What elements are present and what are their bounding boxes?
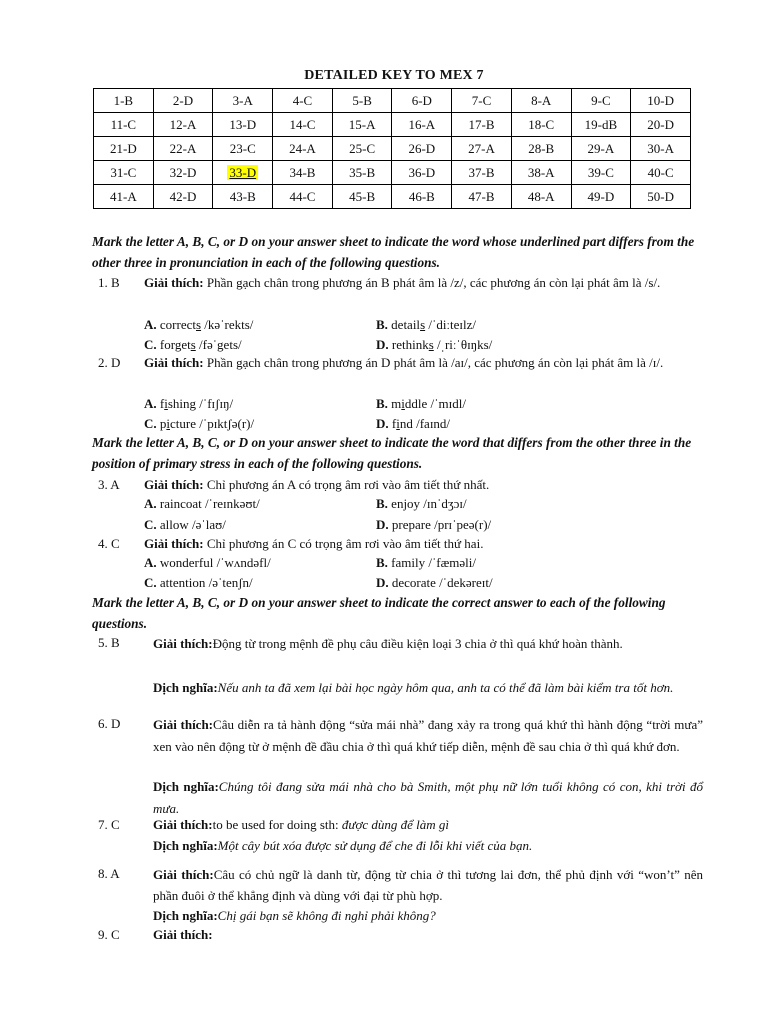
- answer-key-value: 44-C: [289, 188, 316, 204]
- q3-number: 3. A: [98, 477, 120, 492]
- q1-option-b: B. details /ˈdiːteɪlz/: [376, 317, 477, 332]
- q6-translate-text: Chúng tôi đang sửa mái nhà cho bà Smith, một phụ nữ lớn tuổi không có con, khi trời đổ mưa.: [153, 779, 703, 816]
- answer-key-table: [93, 88, 691, 209]
- q1-explain-text: Phần gạch chân trong phương án B phát âm là /z/, các phương án còn lại phát âm là /s/.: [206, 275, 661, 290]
- answer-key-cell: [571, 137, 631, 161]
- answer-key-cell: [332, 185, 392, 209]
- q8-explain-text: Câu có chủ ngữ là danh từ, động từ chia ở thì tương lai đơn, thể phủ định với “won’t” nên phần đuôi ở thể khẳng định và dùng với đại từ phù hợp.: [153, 867, 703, 903]
- q8-translate-text: Chị gái bạn sẽ không đi nghỉ phải không?: [217, 908, 436, 923]
- answer-key-cell: [511, 137, 571, 161]
- q5-explain-text: Động từ trong mệnh đề phụ câu điều kiện loại 3 chia ở thì quá khứ hoàn thành.: [212, 636, 623, 651]
- answer-key-value: 18-C: [528, 116, 555, 132]
- q1-option-a: A. corrects /kəˈrekts/: [144, 317, 254, 332]
- answer-key-value: 4-C: [292, 92, 313, 108]
- answer-key-value: 19-dB: [584, 116, 618, 132]
- q3-explain-text: Chỉ phương án A có trọng âm rơi vào âm tiết thứ nhất.: [206, 477, 490, 492]
- explain-label: Giải thích:: [144, 477, 204, 492]
- page-title: DETAILED KEY TO MEX 7: [304, 68, 484, 83]
- answer-key-value: 8-A: [531, 92, 552, 108]
- answer-key-cell: [153, 185, 213, 209]
- answer-key-cell: [153, 161, 213, 185]
- q6-explain-text: Câu diễn ra tả hành động “sửa mái nhà” đang xảy ra trong quá khứ thì hành động “trời mưa” xen vào nên động từ ở mệnh đề đầu chia ở thì quá khứ tiếp diễn, mệnh đề sau chia ở thì quá khứ đơn.: [153, 717, 703, 754]
- answer-key-value: 12-A: [169, 116, 197, 132]
- answer-key-value: 10-D: [647, 92, 674, 108]
- answer-key-value: 20-D: [647, 116, 674, 132]
- answer-key-value: 30-A: [647, 140, 674, 156]
- answer-key-cell: [392, 89, 452, 113]
- answer-key-cell: [452, 89, 512, 113]
- answer-key-cell: [631, 137, 691, 161]
- q7-translate-text: Một cây bút xóa được sử dụng để che đi lỗi khi viết của bạn.: [217, 838, 533, 853]
- answer-key-value: 15-A: [348, 116, 376, 132]
- answer-key-cell: [392, 185, 452, 209]
- q7-number: 7. C: [98, 817, 120, 832]
- answer-key-value: 24-A: [289, 140, 316, 156]
- answer-key-value: 35-B: [349, 164, 376, 180]
- answer-key-value: 47-B: [468, 188, 495, 204]
- answer-key-value: 21-D: [109, 140, 137, 156]
- q2-explanation: [144, 353, 702, 373]
- translate-label: Dịch nghĩa:: [153, 838, 218, 853]
- answer-key-cell: [332, 137, 392, 161]
- answer-key-cell: [631, 185, 691, 209]
- answer-key-value: 27-A: [468, 140, 495, 156]
- q4-option-d: D. decorate /ˈdekəreɪt/: [376, 575, 493, 590]
- q8-translation: [153, 906, 703, 926]
- answer-key-value: 28-B: [528, 140, 555, 156]
- answer-key-cell: [511, 185, 571, 209]
- answer-key-value: 22-A: [169, 140, 197, 156]
- instruction-correct-answer: Mark the letter A, B, C, or D on your answer sheet to indicate the correct answer to each of the following questions.: [92, 595, 666, 631]
- answer-key-value: 41-A: [109, 188, 137, 204]
- answer-key-row: [94, 137, 691, 161]
- q5-translation: [153, 677, 703, 699]
- answer-key-cell: [392, 161, 452, 185]
- q2-number: 2. D: [98, 355, 121, 370]
- answer-key-value: 42-D: [169, 188, 197, 204]
- answer-key-row: [94, 113, 691, 137]
- q5-number: 5. B: [98, 635, 120, 650]
- answer-key-value: 31-C: [110, 164, 137, 180]
- translate-label: Dịch nghĩa:: [153, 908, 218, 923]
- answer-key-cell: [511, 89, 571, 113]
- q3-option-d: D. prepare /prɪˈpeə(r)/: [376, 517, 492, 532]
- answer-key-value: 48-A: [527, 188, 555, 204]
- answer-key-value: 45-B: [349, 188, 376, 204]
- answer-key-value: 26-D: [408, 140, 436, 156]
- q9-explanation: [153, 925, 703, 945]
- answer-key-cell: [452, 161, 512, 185]
- q1-option-c: C. forgets /fəˈgets/: [144, 337, 242, 352]
- answer-key-value: 5-B: [352, 92, 372, 108]
- q6-explanation: [153, 714, 703, 758]
- explain-label: Giải thích:: [144, 355, 204, 370]
- q2-option-b: B. middle /ˈmɪdl/: [376, 396, 466, 411]
- q2-option-d: D. find /faɪnd/: [376, 416, 451, 431]
- answer-key-value: 32-D: [169, 164, 197, 180]
- answer-key-cell: [452, 137, 512, 161]
- explain-label: Giải thích:: [153, 867, 214, 882]
- q7-explain-italic: được dùng để làm gì: [341, 817, 450, 832]
- answer-key-cell: [392, 137, 452, 161]
- q5-translate-text: Nếu anh ta đã xem lại bài học ngày hôm qua, anh ta có thể đã làm bài kiểm tra tốt hơn.: [217, 680, 674, 695]
- q1-option-d: D. rethinks /ˌriːˈθɪŋks/: [376, 337, 493, 352]
- q2-option-a: A. fishing /ˈfɪʃɪŋ/: [144, 396, 234, 411]
- answer-key-value: 11-C: [110, 116, 137, 132]
- answer-key-cell: [153, 113, 213, 137]
- translate-label: Dịch nghĩa:: [153, 779, 219, 794]
- answer-key-cell: [571, 185, 631, 209]
- explain-label: Giải thích:: [153, 927, 213, 942]
- answer-key-cell: [273, 113, 333, 137]
- answer-key-value: 14-C: [289, 116, 316, 132]
- answer-key-cell: [452, 113, 512, 137]
- q1-number: 1. B: [98, 275, 120, 290]
- answer-key-value: 50-D: [647, 188, 674, 204]
- answer-key-cell: [94, 89, 154, 113]
- answer-key-value: 9-C: [591, 92, 611, 108]
- answer-key-cell: [273, 89, 333, 113]
- answer-key-cell: [392, 113, 452, 137]
- q4-number: 4. C: [98, 536, 120, 551]
- answer-key-value: 17-B: [468, 116, 495, 132]
- q9-number: 9. C: [98, 927, 120, 942]
- q6-number: 6. D: [98, 716, 121, 731]
- answer-key-row: [94, 185, 691, 209]
- answer-key-cell: [94, 113, 154, 137]
- answer-key-cell: [631, 161, 691, 185]
- answer-key-cell: [511, 113, 571, 137]
- answer-key-cell: [213, 113, 273, 137]
- q2-explain-text: Phần gạch chân trong phương án D phát âm là /aɪ/, các phương án còn lại phát âm là /ɪ/.: [206, 355, 664, 370]
- answer-key-cell: [571, 161, 631, 185]
- answer-key-value: 13-D: [229, 116, 257, 132]
- answer-key-value: 1-B: [113, 92, 134, 108]
- answer-key-cell: [94, 137, 154, 161]
- q6-translation: [153, 776, 703, 820]
- answer-key-value: 34-B: [289, 164, 316, 180]
- answer-key-cell: [213, 89, 273, 113]
- answer-key-value: 38-A: [527, 164, 555, 180]
- answer-key-cell: [273, 185, 333, 209]
- highlighted-answer: 33-D: [229, 164, 257, 180]
- q8-number: 8. A: [98, 866, 120, 881]
- answer-key-value: 7-C: [471, 92, 492, 108]
- answer-key-value: 40-C: [647, 164, 674, 180]
- answer-key-value: 23-C: [229, 140, 256, 156]
- answer-key-cell: [153, 137, 213, 161]
- explain-label: Giải thích:: [144, 275, 204, 290]
- q3-option-c: C. allow /əˈlaʊ/: [144, 517, 226, 532]
- answer-key-value: 36-D: [408, 164, 436, 180]
- answer-key-value: 49-D: [587, 188, 615, 204]
- q3-option-b: B. enjoy /ɪnˈdʒɔɪ/: [376, 496, 467, 511]
- answer-key-cell: [153, 89, 213, 113]
- q3-option-a: A. raincoat /ˈreɪnkəʊt/: [144, 496, 260, 511]
- answer-key-cell: [332, 161, 392, 185]
- q2-option-c: C. picture /ˈpɪktʃə(r)/: [144, 416, 255, 431]
- instruction-pronunciation: Mark the letter A, B, C, or D on your answer sheet to indicate the word whose underlined part differs from the other three in pronunciation in each of the following questions.: [92, 234, 695, 270]
- answer-key-cell: [571, 89, 631, 113]
- answer-key-cell: [94, 161, 154, 185]
- answer-key-cell: [94, 185, 154, 209]
- answer-key-cell: [273, 137, 333, 161]
- answer-key-row: [94, 89, 691, 113]
- explain-label: Giải thích:: [153, 636, 213, 651]
- q4-option-c: C. attention /əˈtenʃn/: [144, 575, 253, 590]
- q7-explain-text: to be used for doing sth:: [212, 817, 342, 832]
- answer-key-cell: [213, 161, 273, 185]
- answer-key-cell: [631, 89, 691, 113]
- explain-label: Giải thích:: [153, 817, 213, 832]
- answer-key-value: 37-B: [468, 164, 495, 180]
- explain-label: Giải thích:: [144, 536, 204, 551]
- answer-key-cell: [213, 137, 273, 161]
- answer-key-cell: [332, 89, 392, 113]
- answer-key-value: 6-D: [411, 92, 432, 108]
- q8-explanation: [153, 864, 703, 906]
- answer-key-cell: [571, 113, 631, 137]
- answer-key-cell: [452, 185, 512, 209]
- answer-key-cell: [511, 161, 571, 185]
- q4-explain-text: Chỉ phương án C có trọng âm rơi vào âm tiết thứ hai.: [206, 536, 484, 551]
- answer-key-value: 46-B: [408, 188, 435, 204]
- answer-key-cell: [631, 113, 691, 137]
- answer-key-value: 43-B: [229, 188, 256, 204]
- explain-label: Giải thích:: [153, 717, 214, 732]
- answer-key-cell: [273, 161, 333, 185]
- translate-label: Dịch nghĩa:: [153, 680, 218, 695]
- q3-explanation: [144, 475, 702, 495]
- answer-key-cell: [332, 113, 392, 137]
- answer-key-value: 2-D: [172, 92, 194, 108]
- answer-key-row: [94, 161, 691, 185]
- q4-option-b: B. family /ˈfæməli/: [376, 555, 477, 570]
- answer-key-value: 25-C: [349, 140, 376, 156]
- answer-key-value: 39-C: [587, 164, 614, 180]
- q1-explanation: [144, 273, 702, 293]
- answer-key-cell: [213, 185, 273, 209]
- answer-key-value: 3-A: [232, 92, 253, 108]
- q4-option-a: A. wonderful /ˈwʌndəfl/: [144, 555, 271, 570]
- instruction-stress: Mark the letter A, B, C, or D on your answer sheet to indicate the word that differs from the other three in the position of primary stress in each of the following questions.: [92, 435, 692, 471]
- q7-explanation: [153, 815, 703, 835]
- q7-translation: [153, 836, 703, 856]
- answer-key-value: 16-A: [408, 116, 436, 132]
- q4-explanation: [144, 534, 702, 554]
- answer-key-value: 29-A: [587, 140, 615, 156]
- q5-explanation: [153, 633, 703, 655]
